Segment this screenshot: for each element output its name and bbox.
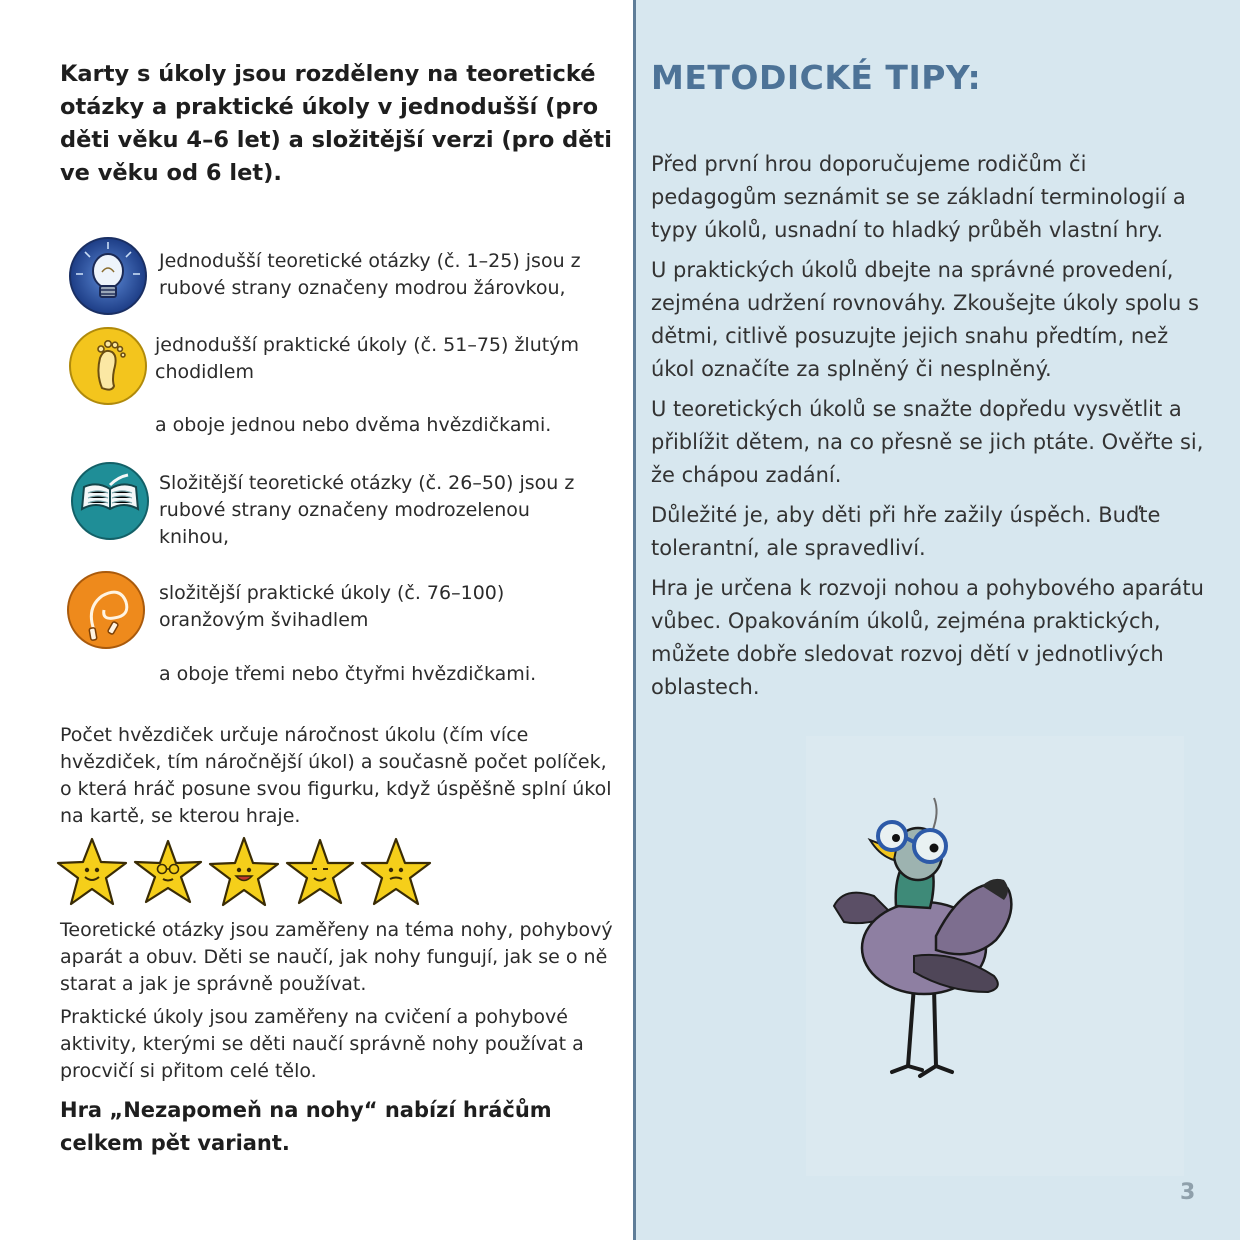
star-icon	[56, 836, 128, 908]
pigeon-illustration	[806, 736, 1184, 1176]
tip-paragraph: Důležité je, aby děti při hře zažily úspěch. Buďte tolerantní, ale spravedliví.	[651, 503, 1161, 560]
star-icon	[360, 836, 432, 908]
stars-explanation-paragraph: Počet hvězdiček určuje náročnost úkolu (čím více hvězdiček, tím náročnější úkol) a současně počet políček, o která hráč posune svou figurku, když úspěšně splní úkol na kartě, se kterou hraje.	[60, 724, 612, 827]
star-icon	[284, 836, 356, 908]
complex-stars-note: a oboje třemi nebo čtyřmi hvězdičkami.	[159, 663, 537, 685]
tip-paragraph: Před první hrou doporučujeme rodičům či pedagogům seznámit se se základní terminologií a typy úkolů, usnadní to hladký průběh vlastní hry.	[651, 152, 1186, 242]
book-icon	[70, 461, 150, 541]
category-complex-theory-text: Složitější teoretické otázky (č. 26–50) jsou z rubové strany označeny modrozelenou knihou,	[159, 472, 575, 548]
category-simple-theory-text: Jednodušší teoretické otázky (č. 1–25) jsou z rubové strany označeny modrou žárovkou,	[159, 250, 581, 299]
theory-paragraph: Teoretické otázky jsou zaměřeny na téma nohy, pohybový aparát a obuv. Děti se naučí, jak nohy fungují, jak se o ně starat a jak je správně používat.	[60, 919, 613, 995]
category-complex-practice-text: složitější praktické úkoly (č. 76–100) oranžovým švihadlem	[159, 582, 505, 631]
tip-paragraph: Hra je určena k rozvoji nohou a pohybového aparátu vůbec. Opakováním úkolů, zejména praktických, můžete dobře sledovat rozvoj dětí v jednotlivých oblastech.	[651, 576, 1204, 699]
difficulty-stars	[56, 836, 436, 908]
footprint-icon	[68, 326, 148, 406]
lightbulb-icon	[68, 236, 148, 316]
simple-stars-note: a oboje jednou nebo dvěma hvězdičkami.	[155, 414, 552, 436]
tip-paragraph: U praktických úkolů dbejte na správné provedení, zejména udržení rovnováhy. Zkoušejte úkoly spolu s dětmi, citlivě posuzujte jejich snahu předtím, než úkol označíte za splněný či nesplněný.	[651, 258, 1199, 381]
star-icon	[132, 836, 204, 908]
intro-paragraph: Karty s úkoly jsou rozděleny na teoretické otázky a praktické úkoly v jednodušší (pro děti věku 4–6 let) a složitější verzi (pro děti ve věku od 6 let).	[60, 61, 612, 186]
closing-paragraph: Hra „Nezapomeň na nohy“ nabízí hráčům celkem pět variant.	[60, 1098, 552, 1155]
practice-paragraph: Praktické úkoly jsou zaměřeny na cvičení a pohybové aktivity, kterými se děti naučí správně nohy používat a procvičí si přitom celé tělo.	[60, 1006, 584, 1082]
jump-rope-icon	[66, 570, 146, 650]
star-icon	[208, 836, 280, 908]
tips-title: METODICKÉ TIPY:	[651, 58, 982, 97]
category-simple-practice-text: jednodušší praktické úkoly (č. 51–75) žlutým chodidlem	[155, 334, 579, 383]
tip-paragraph: U teoretických úkolů se snažte dopředu vysvětlit a přiblížit dětem, na co přesně se jich ptáte. Ověřte si, že chápou zadání.	[651, 397, 1204, 487]
page-number: 3	[1180, 1180, 1196, 1205]
illustration-area	[806, 736, 1184, 1176]
